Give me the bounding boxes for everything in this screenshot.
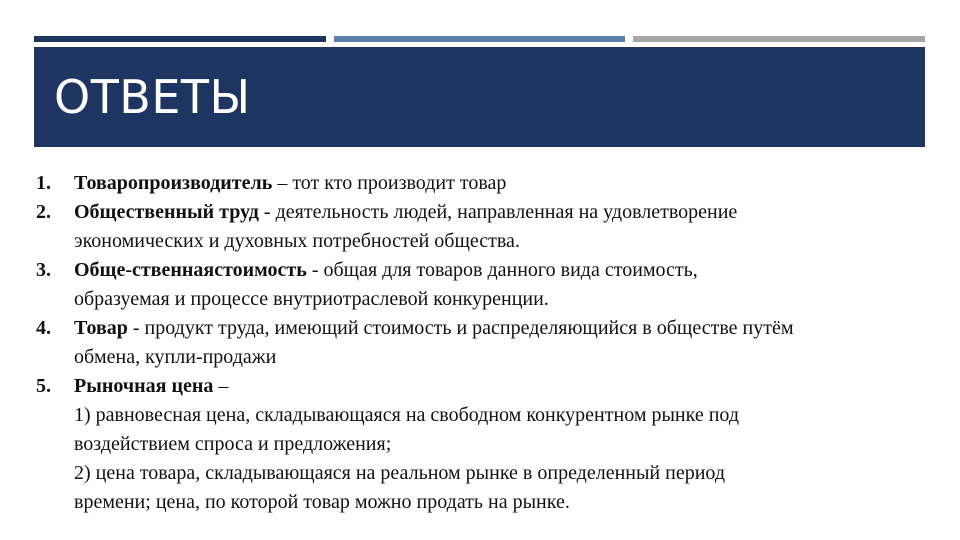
answer-definition: - общая для товаров данного вида стоимость, [306,259,698,281]
answer-item [36,372,946,517]
answer-continuation-line: образуемая и процессе внутриотраслевой конкуренции. [74,288,549,310]
answers-list [36,169,946,517]
answer-term: Общественный труд [74,201,259,223]
answer-number: 1. [36,172,51,194]
accent-bar-dark [34,36,326,42]
answer-continuation-line: обмена, купли-продажи [74,346,277,368]
accent-bar-medium [334,36,625,42]
answer-continuation-line: 1) равновесная цена, складывающаяся на свободном конкурентном рынке под [74,404,740,426]
answer-continuation-line: экономических и духовных потребностей общества. [74,230,520,252]
answer-item [36,256,946,314]
answer-first-line [74,372,946,401]
answer-definition: – тот кто производит товар [272,172,507,194]
answer-term: Рыночная цена [74,375,214,397]
answer-term: Обще-ственнаястоимость [74,259,307,281]
answer-definition: - продукт труда, имеющий стоимость и распределяющийся в обществе путём [127,317,794,339]
answer-first-line [74,198,946,227]
answer-first-line [74,169,946,198]
slide-title: ОТВЕТЫ [54,70,251,124]
answer-definition: - деятельность людей, направленная на удовлетворение [258,201,738,223]
answer-number: 3. [36,259,51,281]
title-band [34,47,925,147]
answer-continuation-line: 2) цена товара, складывающаяся на реальном рынке в определенный период [74,462,726,484]
answer-first-line [74,314,946,343]
answer-number: 4. [36,317,51,339]
answer-term: Товар [74,317,128,339]
answer-definition: – [213,375,229,397]
answer-continuation-line: времени; цена, по которой товар можно продать на рынке. [74,491,570,513]
answer-number: 2. [36,201,51,223]
answer-item [36,169,946,198]
answer-term: Товаропроизводитель [74,172,273,194]
answer-item [36,198,946,256]
answer-item [36,314,946,372]
answer-number: 5. [36,375,51,397]
answer-first-line [74,256,946,285]
accent-bar-gray [633,36,925,42]
answer-continuation-line: воздействием спроса и предложения; [74,433,392,455]
